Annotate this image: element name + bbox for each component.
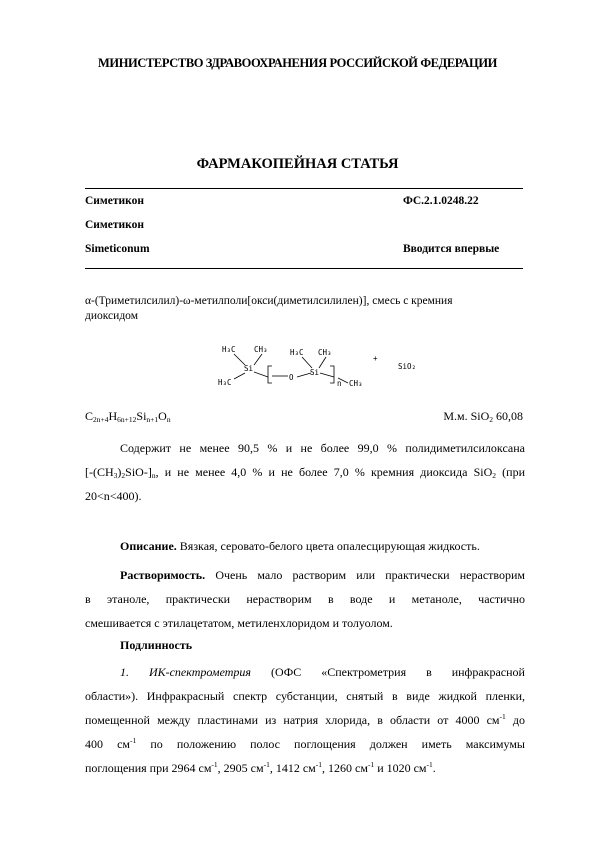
struct-si-1: Si (244, 364, 254, 373)
content-line-2 (85, 460, 525, 484)
ir-l5f: -1 (315, 760, 323, 769)
solubility-line-1 (85, 563, 525, 587)
description-text: Вязкая, серовато-белого цвета опалесцирующая жидкость. (176, 539, 480, 553)
mw-value: 60,08 (493, 409, 523, 423)
ir-l3b: -1 (499, 712, 506, 721)
formula-h: H (108, 409, 118, 423)
content-line-3: 20<n<400). (85, 489, 142, 503)
chemical-name-line-1: α-(Триметилсилил)-ω-метилполи[окси(диметилсилилен)], смесь с кремния (85, 295, 453, 307)
top-rule (85, 188, 523, 189)
content-l2h: 2 (492, 471, 497, 480)
content-line-1: Содержит не менее 90,5 % и не более 99,0 % полидиметилсилоксана (120, 441, 525, 455)
content-l2a: [-(CH (85, 465, 114, 479)
mw-sub: 2 (489, 415, 493, 424)
content-l2g: , и не менее 4,0 % и не более 7,0 % кремния диоксида SiO (155, 465, 493, 479)
bottom-rule (85, 268, 523, 269)
molecular-formula (85, 408, 171, 425)
formula-c-sub: 2n+4 (93, 415, 109, 424)
struct-h3c-1: H₃C (222, 345, 236, 354)
solubility-line-2: в этаноле, практически нерастворим в воде и метаноле, частично (85, 592, 525, 606)
ir-line-2: области»). Инфракрасный спектр субстанции, снятый в виде жидкой пленки, (85, 689, 525, 703)
ir-l5c: , 2905 см (217, 761, 264, 775)
content-l2i: (при (496, 465, 525, 479)
ir-l5j: -1 (426, 760, 433, 769)
description-label: Описание. (120, 539, 177, 553)
description-paragraph (120, 538, 480, 555)
formula-si-sub: n+1 (146, 415, 159, 424)
article-code: ФС.2.1.0248.22 (403, 195, 479, 207)
ir-line-4 (85, 732, 525, 756)
ir-l5a: поглощения при 2964 см (85, 761, 212, 775)
struct-h3c-2: H₃C (218, 378, 232, 387)
ir-line-5 (85, 756, 525, 780)
ir-l4a: 400 см (85, 737, 130, 751)
identification-heading: Подлинность (120, 638, 193, 652)
ir-l4b: -1 (130, 736, 137, 745)
status-note: Вводится впервые (403, 243, 500, 255)
chemical-name (85, 294, 525, 324)
content-l2c: ) (117, 465, 122, 479)
struct-ch3-3: CH₃ (349, 379, 363, 388)
structural-formula (210, 338, 440, 398)
ministry-header: МИНИСТЕРСТВО ЗДРАВООХРАНЕНИЯ РОССИЙСКОЙ ФЕДЕРАЦИИ (98, 56, 497, 70)
content-l2e: SiO-] (125, 465, 152, 479)
formula-o-sub: n (166, 415, 171, 424)
solubility-paragraph (85, 563, 525, 635)
ir-l5g: , 1260 см (322, 761, 368, 775)
content-l2b: 3 (113, 471, 118, 480)
ir-l3a: помещенной между пластинами из натрия хлорида, в области от 4000 см (85, 713, 500, 727)
struct-sio2: SiO₂ (398, 362, 417, 371)
ir-line-3 (85, 708, 525, 732)
struct-ch3-2: CH₃ (318, 348, 332, 357)
ir-l5i: и 1020 см (374, 761, 427, 775)
name-latin: Simeticonum (85, 243, 150, 255)
name-ru-2: Симетикон (85, 219, 144, 231)
ir-paragraph (85, 660, 525, 780)
formula-o: O (158, 409, 167, 423)
solubility-line-3: смешивается с этилацетатом, метиленхлоридом и толуолом. (85, 616, 393, 630)
molecular-weight (443, 408, 523, 425)
ir-line-1 (85, 660, 525, 684)
content-paragraph (85, 436, 525, 508)
content-l2d: 2 (121, 471, 126, 480)
document-title: ФАРМАКОПЕЙНАЯ СТАТЬЯ (196, 156, 399, 172)
ir-l4c: по положению полос поглощения должен иметь максимумы (136, 737, 525, 751)
ir-text-1: (ОФС «Спектрометрия в инфракрасной (251, 665, 525, 679)
struct-h3c-3: H₃C (290, 348, 304, 357)
struct-o: O (289, 373, 294, 382)
ir-l5h: -1 (367, 760, 375, 769)
ir-l5e: , 1412 см (269, 761, 316, 775)
struct-si-2: Si (310, 368, 320, 377)
formula-c: C (85, 409, 94, 423)
ir-l5d: -1 (263, 760, 270, 769)
struct-ch3-1: CH₃ (254, 345, 268, 354)
ir-l3c: до (505, 713, 526, 727)
formula-h-sub: 6n+12 (117, 415, 137, 424)
chemical-name-line-2: диоксидом (85, 310, 138, 322)
content-l2f: n (151, 471, 156, 480)
mw-label: М.м. SiO (443, 409, 490, 423)
solubility-text-1: Очень мало растворим или практически нерастворим (205, 568, 525, 582)
name-ru: Симетикон (85, 195, 144, 207)
ir-label: 1. ИК-спектрометрия (120, 665, 251, 679)
formula-si: Si (136, 409, 147, 423)
solubility-label: Растворимость. (120, 568, 206, 582)
struct-n: n (337, 379, 342, 388)
ir-l5b: -1 (211, 760, 218, 769)
ir-l5k: . (432, 761, 436, 775)
struct-plus: + (373, 354, 378, 363)
